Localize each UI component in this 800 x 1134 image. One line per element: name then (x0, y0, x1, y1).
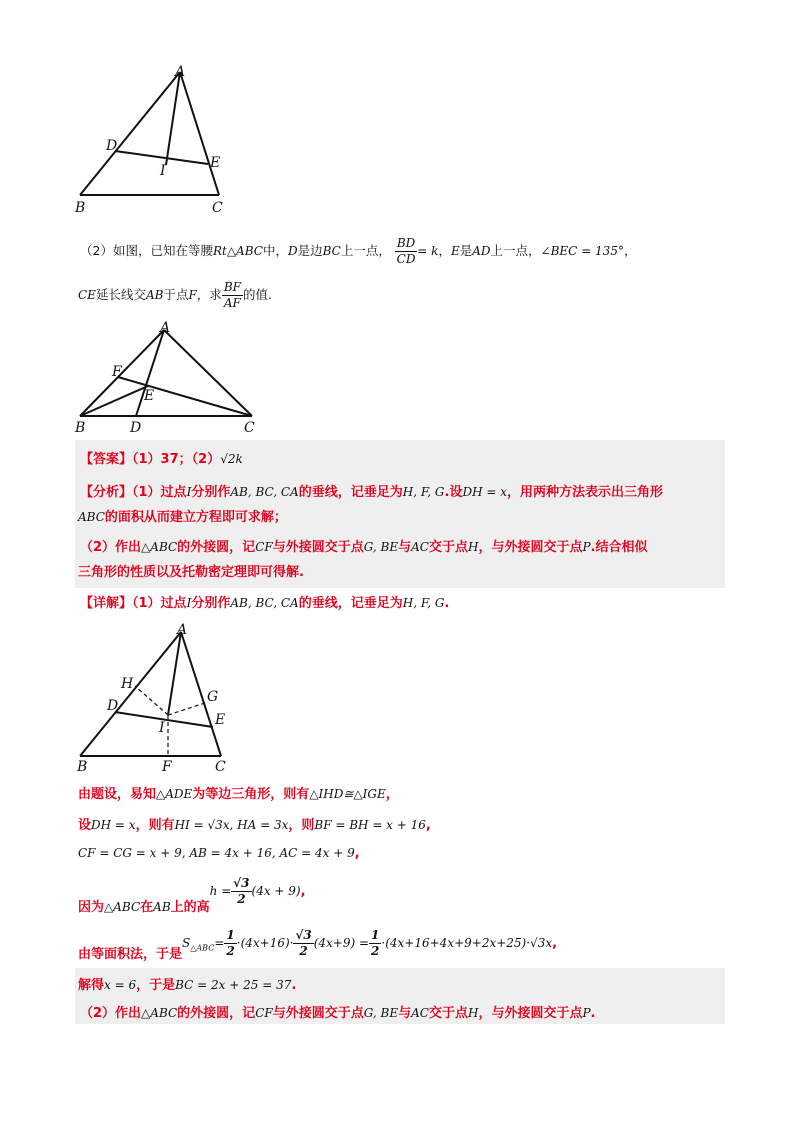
label-I: I (160, 163, 166, 179)
q2-text: 中， (262, 243, 288, 258)
frac-den: 2 (226, 944, 235, 958)
sol-mid2: (4x+9) = (313, 936, 370, 950)
solution-line-1 (78, 785, 399, 804)
fraction-bd-cd (395, 236, 417, 267)
frac-num: √3 (233, 876, 250, 890)
q2-text: 上一点， (340, 243, 391, 258)
analysis-text: ，用两种方法表示出三角形 (507, 485, 664, 500)
sol-text: , (300, 884, 306, 899)
label-G: G (207, 689, 219, 705)
analysis-text: 与 (398, 540, 412, 555)
sol-text: ， (385, 787, 399, 802)
frac-num: √3 (295, 928, 312, 942)
detail-i: I (186, 596, 192, 610)
answer-line (80, 450, 243, 469)
analysis-text: 三角形的性质以及托勒密定理即可得解. (78, 565, 304, 580)
q2-rt-abc: Rt△ABC (212, 244, 263, 258)
sol-abc: △ABC (104, 900, 141, 914)
sol-text: ，与外接圆交于点 (478, 1006, 583, 1021)
label-E: E (144, 388, 155, 404)
analysis-sides: AB, BC, CA (230, 485, 299, 499)
analysis-text: （1）过点 (132, 485, 187, 500)
label-C: C (244, 420, 255, 434)
detail-text: 分别作 (191, 596, 231, 611)
label-C: C (212, 200, 223, 216)
detail-feet: H, F, G (402, 596, 445, 610)
solution-line-5 (78, 928, 557, 964)
sol-cf: CF (255, 1006, 273, 1020)
sol-text: 与 (398, 1006, 412, 1021)
sol-text: （2）作出 (80, 1006, 142, 1021)
analysis-text: 与外接圆交于点 (272, 540, 364, 555)
question-2-line-2 (78, 280, 272, 311)
frac-den: AF (223, 296, 241, 310)
sol-bf: BF = BH = x + 16 (314, 818, 426, 832)
sol-cong: △IHD≅△IGE (309, 787, 386, 801)
analysis-text: 的面积从而建立方程即可求解； (104, 510, 287, 525)
sol-hi: HI = √3x, HA = 3x (174, 818, 289, 832)
sol-text: 因为 (78, 900, 105, 915)
label-E: E (210, 155, 221, 171)
label-F: F (162, 759, 172, 775)
frac-den: 2 (371, 944, 380, 958)
sol-text: 在 (140, 900, 154, 915)
sol-text: ，于是 (136, 978, 176, 993)
question-2-line-1 (80, 236, 636, 267)
q2-text: 是边 (297, 243, 323, 258)
fraction-sqrt3-2 (231, 876, 251, 907)
sol-dh: DH = x (91, 818, 136, 832)
fraction-sqrt3-2 (293, 928, 313, 959)
fraction-bf-af (222, 280, 243, 311)
analysis-text: 分别作 (191, 485, 231, 500)
q2-bc: BC (322, 244, 341, 258)
sol-text: 上的高 (170, 900, 210, 915)
frac-den: 2 (299, 944, 308, 958)
analysis-tag: 【分析】 (80, 485, 133, 500)
sol-s: S (182, 936, 191, 950)
q2-text: ，求 (196, 287, 222, 302)
analysis-text: 的外接圆，记 (177, 540, 256, 555)
sol-text: , (552, 936, 558, 951)
q2-ce: CE (78, 288, 96, 302)
analysis-text: （2）作出 (80, 540, 142, 555)
q2-e: E (450, 244, 460, 258)
sol-abc: △ABC (141, 1006, 178, 1020)
label-A: A (160, 320, 171, 336)
detail-text: （1）过点 (132, 596, 187, 611)
fraction-half-2 (369, 928, 381, 959)
sol-text: 的外接圆，记 (177, 1006, 256, 1021)
analysis-line-3 (80, 538, 648, 557)
detail-line-1 (80, 594, 449, 613)
figure-triangle-3 (75, 620, 230, 775)
label-H: H (121, 676, 134, 692)
sol-h: H (467, 1006, 479, 1020)
sol-text: . (291, 978, 297, 993)
q2-text: ， (438, 243, 451, 258)
frac-num: 1 (371, 928, 380, 942)
q2-text: 于点 (163, 287, 189, 302)
analysis-text: .设 (444, 485, 463, 500)
q2-angle: ∠BEC = 135° (540, 244, 624, 258)
solution-line-2 (78, 816, 431, 835)
q2-text: 的值. (242, 287, 272, 302)
detail-text: . (444, 596, 450, 611)
sol-h-tail: (4x + 9) (251, 884, 301, 898)
label-B: B (75, 420, 86, 434)
sol-text: 与外接圆交于点 (272, 1006, 364, 1021)
q2-text: ， (623, 243, 637, 258)
frac-num: BF (223, 280, 241, 294)
sol-x: x = 6 (104, 978, 137, 992)
label-D: D (130, 420, 142, 434)
q2-eq-k: = k (417, 244, 439, 258)
analysis-text: .结合相似 (590, 540, 648, 555)
q2-ab: AB (145, 288, 164, 302)
label-B: B (77, 759, 88, 775)
sol-eq: = (214, 936, 225, 950)
analysis-i: I (186, 485, 192, 499)
q2-d: D (287, 244, 298, 258)
detail-sides: AB, BC, CA (230, 596, 299, 610)
label-A: A (175, 64, 186, 80)
label-B: B (75, 200, 86, 216)
solution-line-3 (78, 844, 360, 863)
sol-text: ，则有 (135, 818, 175, 833)
q2-ad: AD (472, 244, 491, 258)
frac-den: CD (396, 252, 416, 266)
analysis-feet: H, F, G (402, 485, 445, 499)
sol-gbe: G, BE (363, 1006, 399, 1020)
q2-text: 延长线交 (95, 287, 146, 302)
figure-triangle-1 (70, 62, 240, 217)
sol-text: 设 (78, 818, 92, 833)
frac-num: BD (396, 236, 416, 250)
analysis-abc: ABC (78, 510, 105, 524)
q2-text: （2）如图，已知在等腰 (80, 243, 213, 258)
label-D: D (107, 698, 119, 714)
analysis-line-4 (78, 564, 304, 582)
analysis-dh: DH = x (462, 485, 507, 499)
analysis-abc: △ABC (141, 540, 178, 554)
analysis-text: 交于点 (428, 540, 468, 555)
sol-mid: ·(4x+16)· (236, 936, 294, 950)
q2-text: 是 (459, 243, 473, 258)
figure-triangle-2 (70, 318, 270, 434)
label-F: F (112, 364, 122, 380)
q2-text: 上一点， (490, 243, 541, 258)
sol-cf: CF = CG = x + 9, AB = 4x + 16, AC = 4x + 9 (78, 846, 355, 860)
sol-tail: ·(4x+16+4x+9+2x+25)·√3x (381, 936, 553, 950)
answer-text: （1）37；（2） (132, 452, 221, 467)
frac-num: 1 (226, 928, 235, 942)
solution-line-7 (80, 1004, 596, 1023)
answer-tag: 【答案】 (80, 452, 133, 467)
label-D: D (106, 138, 118, 154)
sol-h: h = (209, 884, 232, 898)
label-C: C (215, 759, 226, 775)
sol-bc: BC = 2x + 25 = 37 (175, 978, 292, 992)
analysis-cf: CF (255, 540, 273, 554)
sol-ac: AC (411, 1006, 429, 1020)
sol-p: P (582, 1006, 591, 1020)
sol-text: 为等边三角形，则有 (192, 787, 310, 802)
analysis-text: ，与外接圆交于点 (478, 540, 583, 555)
sol-text: 交于点 (428, 1006, 468, 1021)
sol-text: 解得 (78, 978, 105, 993)
label-I: I (159, 720, 165, 736)
sol-text: ，则 (288, 818, 315, 833)
sol-text: . (590, 1006, 596, 1021)
solution-line-4 (78, 876, 306, 917)
label-A: A (177, 622, 188, 638)
sol-text: 由题设，易知 (78, 787, 157, 802)
sol-s-sub: △ABC (190, 943, 215, 953)
q2-f: F (188, 288, 197, 302)
fraction-half (224, 928, 236, 959)
sol-text: , (425, 818, 431, 833)
analysis-h: H (467, 540, 479, 554)
analysis-gbe: G, BE (363, 540, 399, 554)
analysis-line-1 (80, 483, 663, 502)
frac-den: 2 (237, 892, 246, 906)
sol-text: 由等面积法，于是 (78, 947, 183, 962)
analysis-p: P (582, 540, 591, 554)
label-E: E (215, 712, 226, 728)
detail-tag: 【详解】 (80, 596, 133, 611)
analysis-text: 的垂线，记垂足为 (298, 485, 403, 500)
sol-ab: AB (153, 900, 171, 914)
sol-ade: △ADE (156, 787, 193, 801)
solution-line-6 (78, 976, 296, 995)
detail-text: 的垂线，记垂足为 (298, 596, 403, 611)
sol-text: , (354, 846, 360, 861)
answer-sqrt: √2k (220, 452, 243, 466)
analysis-line-2 (78, 508, 287, 527)
analysis-ac: AC (411, 540, 429, 554)
